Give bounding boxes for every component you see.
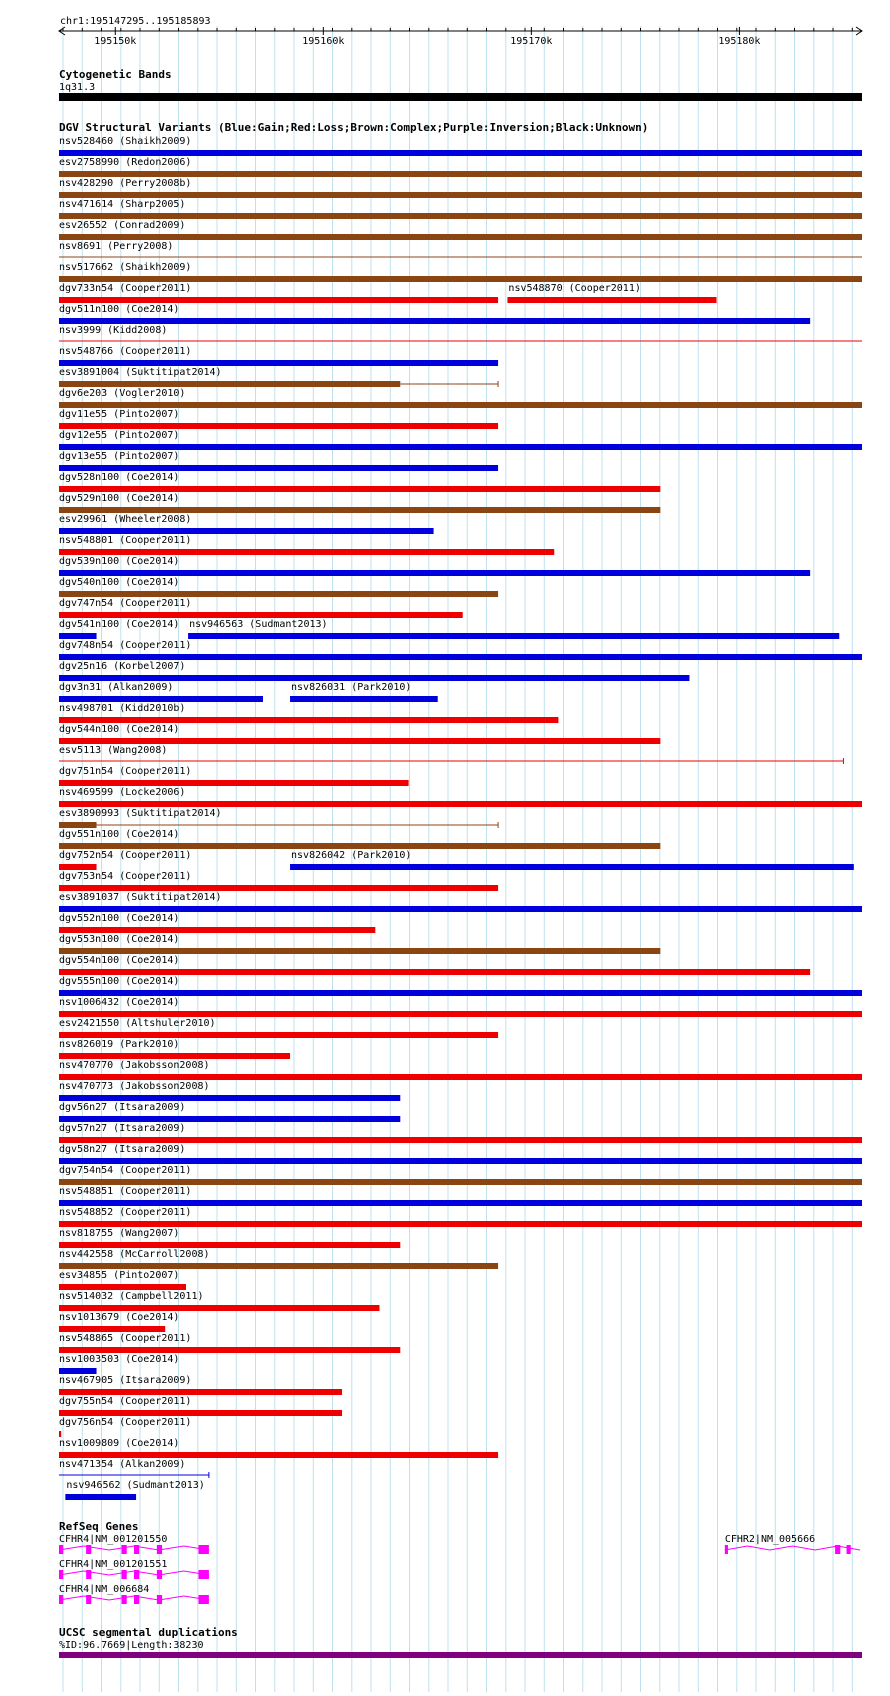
gene-exon xyxy=(59,1570,63,1579)
variant-label: dgv751n54 (Cooper2011) xyxy=(59,766,192,777)
variant-label: dgv551n100 (Coe2014) xyxy=(59,829,180,840)
variant-label: nsv826042 (Park2010) xyxy=(291,850,412,861)
gene-exon xyxy=(59,1545,63,1554)
gene-exon xyxy=(157,1545,162,1554)
variant-bar xyxy=(59,1263,498,1269)
variant-bar xyxy=(59,1326,165,1332)
variant-label: dgv552n100 (Coe2014) xyxy=(59,913,180,924)
segdup-track xyxy=(59,1626,862,1658)
variant-label: dgv756n54 (Cooper2011) xyxy=(59,1417,192,1428)
gene-exon xyxy=(86,1570,91,1579)
variant-label: dgv3n31 (Alkan2009) xyxy=(59,682,174,693)
variant-label: esv29961 (Wheeler2008) xyxy=(59,514,192,525)
variant-label: nsv442558 (McCarroll2008) xyxy=(59,1249,210,1260)
variant-label: dgv511n100 (Coe2014) xyxy=(59,304,180,315)
variant-label: dgv58n27 (Itsara2009) xyxy=(59,1144,186,1155)
variant-label: nsv548766 (Cooper2011) xyxy=(59,346,192,357)
variant-bar xyxy=(59,549,554,555)
variant-label: nsv1013679 (Coe2014) xyxy=(59,1312,180,1323)
variant-label: dgv12e55 (Pinto2007) xyxy=(59,430,180,441)
variant-bar xyxy=(59,360,498,366)
variant-label: dgv747n54 (Cooper2011) xyxy=(59,598,192,609)
gene-exon xyxy=(86,1545,91,1554)
refseq-track xyxy=(59,1520,860,1604)
variant-bar xyxy=(59,297,498,303)
variant-bar xyxy=(59,1011,862,1017)
segdup-label: %ID:96.7669|Length:38230 xyxy=(59,1640,204,1651)
variant-bar xyxy=(59,213,862,219)
variant-bar xyxy=(59,717,558,723)
gene-exon xyxy=(86,1595,91,1604)
variant-bar xyxy=(59,1431,61,1437)
variant-bar xyxy=(59,192,862,198)
variant-bar xyxy=(59,1347,400,1353)
variant-bar xyxy=(59,906,862,912)
variant-bar xyxy=(59,570,810,576)
variant-bar xyxy=(59,738,660,744)
variant-label: dgv544n100 (Coe2014) xyxy=(59,724,180,735)
variant-label: nsv548852 (Cooper2011) xyxy=(59,1207,192,1218)
variant-label: dgv56n27 (Itsara2009) xyxy=(59,1102,186,1113)
variant-label: dgv13e55 (Pinto2007) xyxy=(59,451,180,462)
gene-exon xyxy=(59,1595,63,1604)
gene-exon xyxy=(122,1595,127,1604)
variant-bar xyxy=(59,696,263,702)
variant-label: nsv467905 (Itsara2009) xyxy=(59,1375,192,1386)
variant-label: esv3890993 (Suktitipat2014) xyxy=(59,808,222,819)
variant-bar xyxy=(59,486,660,492)
position-ruler xyxy=(59,16,862,47)
gene-exon xyxy=(134,1570,139,1579)
variant-label: dgv6e203 (Vogler2010) xyxy=(59,388,186,399)
variant-label: nsv826019 (Park2010) xyxy=(59,1039,180,1050)
variant-label: dgv554n100 (Coe2014) xyxy=(59,955,180,966)
variant-bar xyxy=(59,1452,498,1458)
cytoband-track xyxy=(59,68,862,101)
variant-bar xyxy=(59,1221,862,1227)
cytoband-label: 1q31.3 xyxy=(59,82,96,93)
ruler-tick-label: 195160k xyxy=(302,36,345,47)
variant-bar xyxy=(59,1179,862,1185)
dgv-track xyxy=(59,121,862,1500)
variant-bar xyxy=(59,801,862,807)
variant-label: nsv517662 (Shaikh2009) xyxy=(59,262,192,273)
gene-exon xyxy=(847,1545,851,1554)
variant-label: nsv469599 (Locke2006) xyxy=(59,787,186,798)
gene-exon xyxy=(198,1595,208,1604)
variant-bar xyxy=(59,150,862,156)
variant-bar xyxy=(59,1095,400,1101)
gene-exon xyxy=(157,1595,162,1604)
gene-intron-line xyxy=(59,1596,209,1600)
variant-label: nsv470773 (Jakobsson2008) xyxy=(59,1081,210,1092)
variant-label: nsv818755 (Wang2007) xyxy=(59,1228,180,1239)
gene-label: CFHR4|NM_006684 xyxy=(59,1584,150,1595)
variant-label: esv2421550 (Altshuler2010) xyxy=(59,1018,216,1029)
variant-label: nsv826031 (Park2010) xyxy=(291,682,412,693)
variant-bar xyxy=(59,1368,97,1374)
variant-bar xyxy=(59,1116,400,1122)
variant-bar xyxy=(59,171,862,177)
variant-bar xyxy=(59,1410,342,1416)
variant-label: esv34855 (Pinto2007) xyxy=(59,1270,180,1281)
variant-bar xyxy=(59,1158,862,1164)
variant-bar xyxy=(59,318,810,324)
variant-bar xyxy=(59,654,862,660)
gene-exon xyxy=(134,1595,139,1604)
cytoband-track-title: Cytogenetic Bands xyxy=(59,68,172,81)
variant-label: dgv752n54 (Cooper2011) xyxy=(59,850,192,861)
variant-bar xyxy=(59,864,97,870)
variant-label: dgv11e55 (Pinto2007) xyxy=(59,409,180,420)
variant-bar xyxy=(59,822,97,828)
variant-bar xyxy=(59,1305,379,1311)
variant-label: dgv528n100 (Coe2014) xyxy=(59,472,180,483)
variant-bar xyxy=(290,696,438,702)
variant-bar xyxy=(59,990,862,996)
variant-bar xyxy=(59,969,810,975)
variant-bar xyxy=(59,633,97,639)
variant-bar xyxy=(59,927,375,933)
variant-label: dgv57n27 (Itsara2009) xyxy=(59,1123,186,1134)
variant-label: dgv540n100 (Coe2014) xyxy=(59,577,180,588)
variant-label: dgv755n54 (Cooper2011) xyxy=(59,1396,192,1407)
dgv-track-title: DGV Structural Variants (Blue:Gain;Red:Loss;Brown:Complex;Purple:Inversion;Black:Unknown) xyxy=(59,121,649,134)
variant-label: dgv753n54 (Cooper2011) xyxy=(59,871,192,882)
gene-label: CFHR2|NM_005666 xyxy=(724,1534,816,1545)
variant-bar xyxy=(59,1200,862,1206)
variant-label: nsv946562 (Sudmant2013) xyxy=(66,1480,205,1491)
variant-bar xyxy=(290,864,854,870)
variant-label: esv26552 (Conrad2009) xyxy=(59,220,186,231)
gene-exon xyxy=(725,1545,728,1554)
gene-label: CFHR4|NM_001201550 xyxy=(59,1534,168,1545)
variant-bar xyxy=(507,297,716,303)
variant-bar xyxy=(59,612,463,618)
variant-label: dgv553n100 (Coe2014) xyxy=(59,934,180,945)
variant-label: nsv470770 (Jakobsson2008) xyxy=(59,1060,210,1071)
variant-label: nsv548865 (Cooper2011) xyxy=(59,1333,192,1344)
variant-bar xyxy=(59,780,409,786)
variant-bar xyxy=(59,843,660,849)
variant-bar xyxy=(59,1032,498,1038)
variant-label: nsv498701 (Kidd2010b) xyxy=(59,703,186,714)
variant-label: nsv548851 (Cooper2011) xyxy=(59,1186,192,1197)
variant-bar xyxy=(59,465,498,471)
variant-label: nsv8691 (Perry2008) xyxy=(59,241,174,252)
variant-bar xyxy=(59,234,862,240)
gene-intron-line xyxy=(59,1571,209,1575)
variant-bar xyxy=(59,402,862,408)
variant-label: nsv514032 (Campbell2011) xyxy=(59,1291,204,1302)
region-label: chr1:195147295..195185893 xyxy=(60,16,211,27)
variant-label: dgv555n100 (Coe2014) xyxy=(59,976,180,987)
segdup-track-title: UCSC segmental duplications xyxy=(59,1626,238,1639)
variant-bar xyxy=(59,1053,290,1059)
variant-label: nsv428290 (Perry2008b) xyxy=(59,178,192,189)
variant-label: esv2758990 (Redon2006) xyxy=(59,157,192,168)
variant-bar xyxy=(59,423,498,429)
variant-label: dgv541n100 (Coe2014) xyxy=(59,619,180,630)
ruler-tick-label: 195180k xyxy=(718,36,761,47)
variant-bar xyxy=(59,591,498,597)
variant-bar xyxy=(59,444,862,450)
variant-label: nsv3999 (Kidd2008) xyxy=(59,325,168,336)
gene-exon xyxy=(122,1545,127,1554)
variant-label: dgv733n54 (Cooper2011) xyxy=(59,283,192,294)
variant-bar xyxy=(59,675,689,681)
gene-exon xyxy=(835,1545,840,1554)
variant-bar xyxy=(59,1137,862,1143)
gene-label: CFHR4|NM_001201551 xyxy=(59,1559,168,1570)
variant-bar xyxy=(188,633,839,639)
variant-bar xyxy=(59,1284,186,1290)
variant-label: nsv1009809 (Coe2014) xyxy=(59,1438,180,1449)
variant-bar xyxy=(59,1389,342,1395)
segdup-bar xyxy=(59,1652,862,1658)
variant-bar xyxy=(59,381,400,387)
variant-bar xyxy=(59,528,434,534)
variant-label: nsv471354 (Alkan2009) xyxy=(59,1459,186,1470)
variant-label: nsv1003503 (Coe2014) xyxy=(59,1354,180,1365)
variant-label: esv5113 (Wang2008) xyxy=(59,745,168,756)
gene-exon xyxy=(157,1570,162,1579)
refseq-track-title: RefSeq Genes xyxy=(59,1520,139,1533)
gene-exon xyxy=(122,1570,127,1579)
gene-intron-line xyxy=(59,1546,209,1550)
variant-bar xyxy=(59,948,660,954)
ruler-tick-label: 195150k xyxy=(94,36,137,47)
gene-exon xyxy=(134,1545,139,1554)
variant-label: dgv25n16 (Korbel2007) xyxy=(59,661,186,672)
variant-bar xyxy=(59,885,498,891)
variant-label: nsv471614 (Sharp2005) xyxy=(59,199,186,210)
ruler-tick-label: 195170k xyxy=(510,36,553,47)
gene-exon xyxy=(198,1570,208,1579)
variant-label: dgv754n54 (Cooper2011) xyxy=(59,1165,192,1176)
variant-label: nsv1006432 (Coe2014) xyxy=(59,997,180,1008)
variant-bar xyxy=(59,507,660,513)
variant-label: nsv946563 (Sudmant2013) xyxy=(189,619,328,630)
variant-bar xyxy=(59,1242,400,1248)
variant-label: dgv529n100 (Coe2014) xyxy=(59,493,180,504)
variant-bar xyxy=(65,1494,136,1500)
gene-exon xyxy=(198,1545,208,1554)
variant-label: esv3891037 (Suktitipat2014) xyxy=(59,892,222,903)
variant-bar xyxy=(59,1074,862,1080)
variant-bar xyxy=(59,276,862,282)
variant-label: dgv539n100 (Coe2014) xyxy=(59,556,180,567)
variant-label: esv3891004 (Suktitipat2014) xyxy=(59,367,222,378)
variant-label: nsv548870 (Cooper2011) xyxy=(508,283,641,294)
variant-label: nsv548801 (Cooper2011) xyxy=(59,535,192,546)
cytoband-bar xyxy=(59,93,862,101)
variant-label: nsv528460 (Shaikh2009) xyxy=(59,136,192,147)
variant-label: dgv748n54 (Cooper2011) xyxy=(59,640,192,651)
